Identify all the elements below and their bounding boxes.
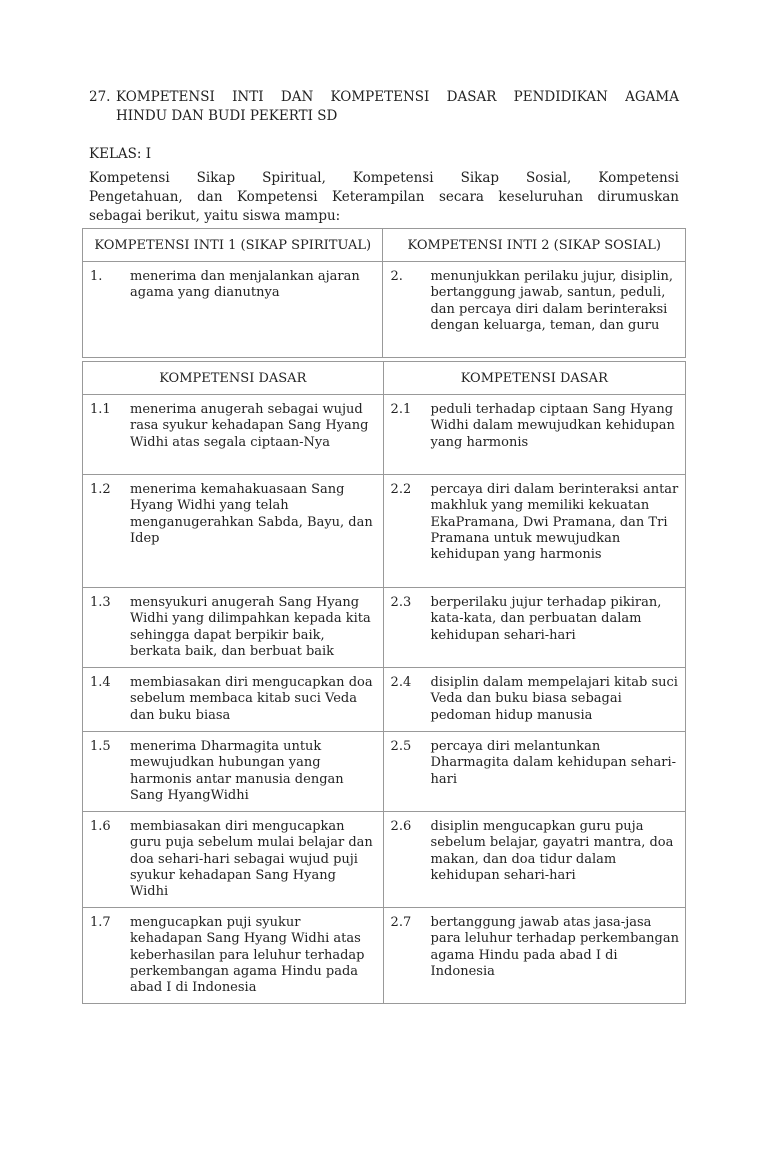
kd-number: 1.7 — [90, 915, 111, 930]
kd-text: peduli terhadap ciptaan Sang Hyang Widhi dalam mewujudkan kehidupan yang harmonis — [430, 402, 675, 450]
kd-text: berperilaku jujur terhadap pikiran, kata-kata, dan perbuatan dalam kehidupan sehari-hari — [430, 595, 662, 643]
table-row — [83, 475, 686, 588]
kd-text: percaya diri dalam berinteraksi antar makhluk yang memiliki kekuatan EkaPramana, Dwi Pramana, dan Tri Pramana untuk mewujudkan kehidupan yang harmonis — [430, 482, 679, 563]
title-line-2: HINDU DAN BUDI PEKERTI SD — [116, 108, 338, 124]
title-line-1: KOMPETENSI INTI DAN KOMPETENSI DASAR PENDIDIKAN AGAMA — [116, 89, 679, 105]
ki2-number: 2. — [390, 269, 403, 284]
kd-number: 2.1 — [390, 402, 412, 417]
kd-number: 1.4 — [90, 675, 111, 690]
ki2-cell — [383, 262, 686, 358]
table-row — [83, 732, 686, 812]
kd-number: 2.3 — [390, 595, 412, 610]
ki2-text: menunjukkan perilaku jujur, disiplin, bertanggung jawab, santun, peduli, dan percaya diri dalam berinteraksi dengan keluarga, teman, dan guru — [430, 269, 674, 333]
kd-text: mengucapkan puji syukur kehadapan Sang Hyang Widhi atas keberhasilan para leluhur terhadap perkembangan agama Hindu pada abad I di Indonesia — [130, 915, 365, 996]
table-row — [83, 908, 686, 1004]
kd-text: menerima Dharmagita untuk mewujudkan hubungan yang harmonis antar manusia dengan Sang HyangWidhi — [130, 739, 344, 803]
kd-text: membiasakan diri mengucapkan guru puja sebelum mulai belajar dan doa sehari-hari sebagai wujud puji syukur kehadapan Sang Hyang Widhi — [130, 819, 373, 900]
kd-text: bertanggung jawab atas jasa-jasa para leluhur terhadap perkembangan agama Hindu pada abad I di Indonesia — [430, 915, 679, 979]
kd-number: 2.4 — [390, 675, 412, 690]
kd-number: 1.3 — [90, 595, 111, 610]
intro-line-2: Pengetahuan, dan Kompetensi Keterampilan secara keseluruhan dirumuskan — [89, 189, 679, 205]
intro-line-1: Kompetensi Sikap Spiritual, Kompetensi Sikap Sosial, Kompetensi — [89, 170, 679, 186]
ki1-cell — [83, 262, 383, 358]
ki1-text: menerima dan menjalankan ajaran agama yang dianutnya — [130, 269, 360, 301]
kd-right-header: KOMPETENSI DASAR — [383, 362, 685, 395]
kd-number: 1.6 — [90, 819, 111, 834]
kompetensi-dasar-table — [82, 361, 686, 1004]
ki2-header: KOMPETENSI INTI 2 (SIKAP SOSIAL) — [383, 229, 686, 262]
ki1-number: 1. — [90, 269, 103, 284]
table-row — [83, 588, 686, 668]
table-row — [83, 668, 686, 732]
intro-line-3: sebagai berikut, yaitu siswa mampu: — [89, 208, 341, 224]
kd-number: 1.5 — [90, 739, 111, 754]
kd-left-header: KOMPETENSI DASAR — [83, 362, 384, 395]
ki1-header: KOMPETENSI INTI 1 (SIKAP SPIRITUAL) — [83, 229, 383, 262]
intro-paragraph — [89, 169, 679, 226]
kd-number: 2.2 — [390, 482, 412, 497]
kd-number: 1.2 — [90, 482, 111, 497]
kd-number: 2.7 — [390, 915, 412, 930]
section-number: 27. — [89, 89, 111, 105]
kd-text: disiplin mengucapkan guru puja sebelum belajar, gayatri mantra, doa makan, dan doa tidur dalam kehidupan sehari-hari — [430, 819, 674, 883]
kd-text: disiplin dalam mempelajari kitab suci Veda dan buku biasa sebagai pedoman hidup manusia — [430, 675, 678, 723]
table-row — [83, 812, 686, 908]
kd-text: percaya diri melantunkan Dharmagita dalam kehidupan sehari-hari — [430, 739, 677, 787]
kd-number: 2.6 — [390, 819, 412, 834]
table-row — [83, 395, 686, 475]
kompetensi-inti-table — [82, 228, 686, 358]
kd-text: menerima anugerah sebagai wujud rasa syukur kehadapan Sang Hyang Widhi atas segala ciptaan-Nya — [130, 402, 369, 450]
kelas-label: KELAS: I — [89, 146, 152, 162]
kd-text: menerima kemahakuasaan Sang Hyang Widhi yang telah menganugerahkan Sabda, Bayu, dan Idep — [130, 482, 373, 546]
kd-text: membiasakan diri mengucapkan doa sebelum membaca kitab suci Veda dan buku biasa — [130, 675, 373, 723]
kd-text: mensyukuri anugerah Sang Hyang Widhi yang dilimpahkan kepada kita sehingga dapat berpikir baik, berkata baik, dan berbuat baik — [130, 595, 371, 659]
kd-number: 2.5 — [390, 739, 412, 754]
kd-number: 1.1 — [90, 402, 111, 417]
section-title — [89, 88, 679, 126]
